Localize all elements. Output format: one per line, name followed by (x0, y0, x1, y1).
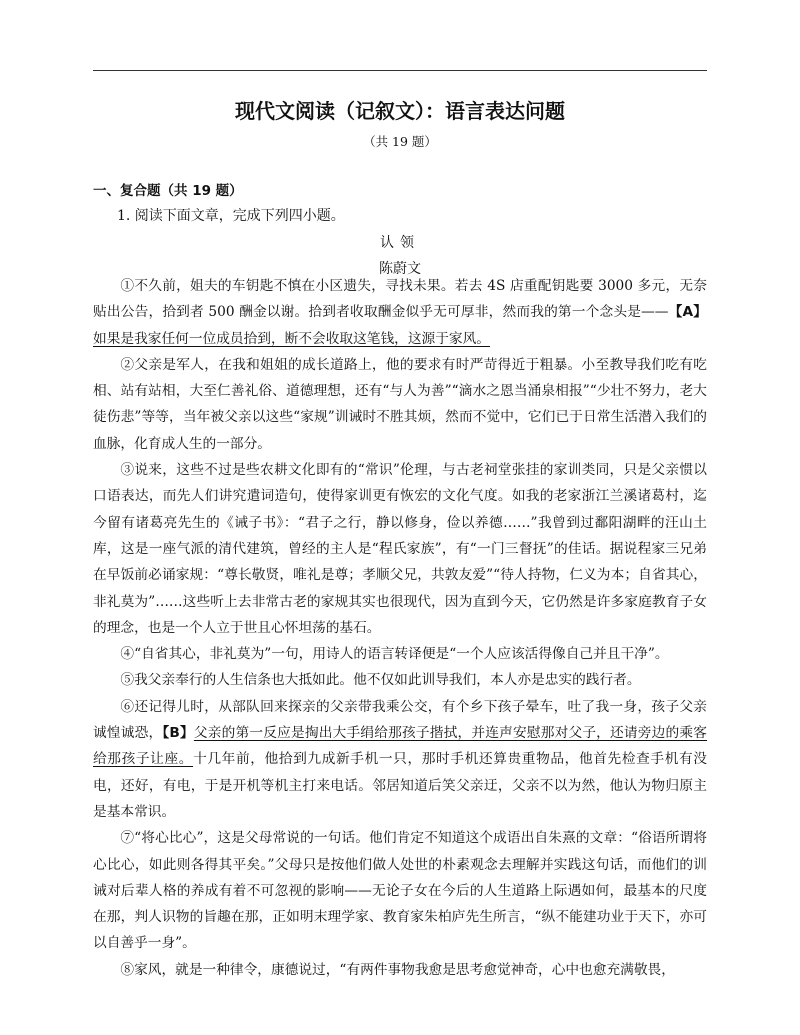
passage-body (93, 273, 707, 983)
passage-title: 认领 (380, 235, 420, 251)
marker-a: 【A】 (668, 304, 707, 321)
question-prompt: 1. 阅读下面文章，完成下列四小题。 (117, 208, 345, 224)
paragraph-5: ⑤我父亲奉行的人生信条也大抵如此。他不仅如此训导我们，本人亦是忠实的践行者。 (120, 672, 641, 689)
paragraph-6-rest: 十几年前，他拾到九成新手机一只，那时手机还算贵重物品，他首先检查手机有没电，还好，有电，于是开机等机主打来电话。邻居知道后笑父亲迂，父亲不以为然，他认为物归原主是基本常识。 (93, 751, 707, 820)
section-heading: 一、复合题（共 19 题） (93, 183, 243, 199)
paragraph-2: ②父亲是军人，在我和姐姐的成长道路上，他的要求有时严苛得近于粗暴。小至教导我们吃有吃相、站有站相，大至仁善礼俗、道德理想，还有“与人为善”“滴水之恩当涌泉相报”“少壮不努力，老大徒伤悲”等等，当年被父亲以这些“家规”训诫时不胜其烦，然而不觉中，它们已于日常生活潜入我们的血脉，化育成人生的一部分。 (93, 356, 707, 452)
paragraph-8: ⑧家风，就是一种律令，康德说过，“有两件事物我愈是思考愈觉神奇，心中也愈充满敬畏， (120, 961, 675, 978)
paragraph-1-text: ①不久前，姐夫的车钥匙不慎在小区遗失，寻找未果。若去 4S 店重配钥匙要 3000 多元，无奈贴出公告，拾到者 500 酬金以谢。拾到者收取酬金似乎无可厚非，然而我的第一个念头是—— (93, 278, 707, 321)
paragraph-7: ⑦“将心比心”，这是父母常说的一句话。他们肯定不知道这个成语出自朱熹的文章：“俗语所谓将心比心，如此则各得其平矣。”父母只是按他们做人处世的朴素观念去理解并实践这句话，而他们的训诫对后辈人格的养成有着不可忽视的影响——无论子女在今后的人生道路上际遇如何，最基本的尺度在那，判人识物的旨趣在那，正如明末理学家、教育家朱柏庐先生所言，“纵不能建功业于天下，亦可以自善乎一身”。 (93, 830, 707, 952)
paragraph-1 (93, 273, 707, 352)
marker-b: 【B】 (162, 725, 194, 742)
header-rule (93, 70, 707, 71)
paragraph-4: ④“自省其心，非礼莫为”一句，用诗人的语言转译便是“一个人应该活得像自己并且干净”。 (120, 646, 669, 663)
paragraph-3: ③说来，这些不过是些农耕文化即有的“常识”伦理，与古老祠堂张挂的家训类同，只是父亲惯以口语表达，而先人们讲究遣词造句，使得家训更有恢宏的文化气度。如我的老家浙江兰溪诸葛村，迄今留有诸葛亮先生的《诫子书》：“君子之行，静以修身，俭以养德……”我曾到过鄱阳湖畔的汪山土库，这是一座气派的清代建筑，曾经的主人是“程氏家族”，有“一门三督抚”的佳话。据说程家三兄弟在早饭前必诵家规：“尊长敬贤，唯礼是尊；孝顺父兄，共敦友爱”“待人持物，仁义为本；自省其心，非礼莫为”……这些听上去非常古老的家规其实也很现代，因为直到今天，它仍然是许多家庭教育子女的理念，也是一个人立于世且心怀坦荡的基石。 (93, 462, 707, 636)
underlined-sentence-b: 父亲的第一反应是掏出大手绢给那孩子揩拭，并连声安慰那对父子，还请旁边的乘客给那孩子让座。 (93, 725, 707, 768)
paragraph-6-text: ⑥还记得儿时，从部队回来探亲的父亲带我乘公交，有个乡下孩子晕车，吐了我一身，孩子父亲诚惶诚恐， (93, 698, 707, 742)
page-title: 现代文阅读（记叙文）：语言表达问题 (235, 99, 565, 123)
underlined-sentence-a: 如果是我家任何一位成员拾到，断不会收取这笔钱，这源于家风。 (93, 330, 490, 347)
passage-author: 陈蔚文 (379, 261, 421, 277)
question-count: （共 19 题） (363, 134, 437, 149)
paragraph-6 (93, 694, 707, 825)
